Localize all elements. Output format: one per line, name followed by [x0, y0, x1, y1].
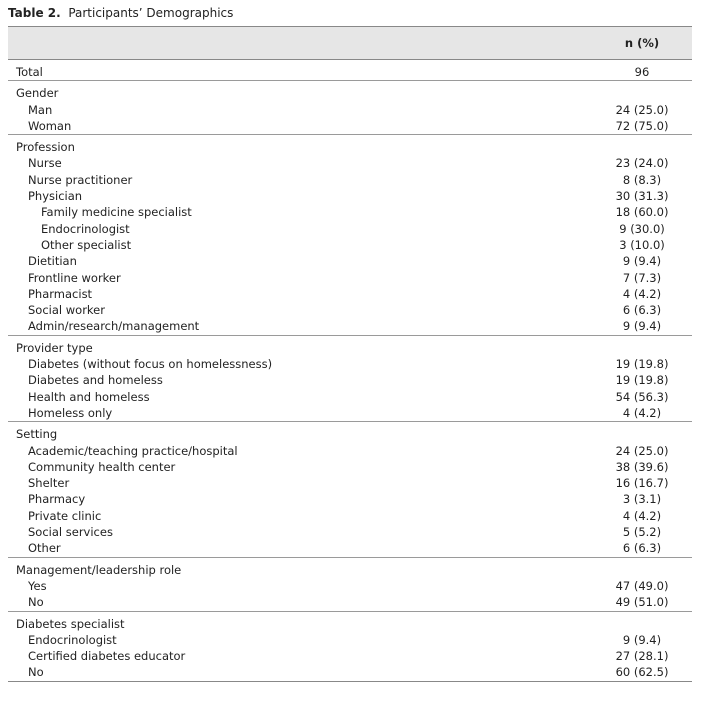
row-value [592, 562, 692, 578]
table-row [8, 508, 692, 524]
table-caption [8, 6, 233, 20]
row-value [592, 616, 692, 632]
row-value: 9 (30.0) [619, 221, 665, 236]
row-value: 30 (31.3) [615, 189, 669, 204]
table-row [8, 648, 692, 664]
table-row [8, 204, 692, 220]
table-row [8, 155, 692, 171]
row-value: 19 (19.8) [615, 373, 669, 388]
header-n-percent: n (%) [592, 27, 692, 60]
table-row [8, 318, 692, 335]
row-value: 4 (4.2) [592, 405, 692, 422]
table-title: Participants’ Demographics [68, 6, 234, 20]
row-label: Dietitian [28, 254, 77, 269]
table-row [8, 372, 692, 388]
row-label: Management/leadership role [16, 562, 182, 577]
row-value: 38 (39.6) [615, 459, 669, 474]
row-value: 8 (8.3) [622, 172, 662, 187]
row-label: Setting [16, 427, 58, 442]
row-label: Physician [28, 189, 83, 204]
section-heading-row [8, 139, 692, 155]
row-label: Other specialist [41, 237, 132, 252]
row-value: 4 (4.2) [622, 508, 662, 523]
row-label: Family medicine specialist [41, 205, 192, 220]
row-value: 3 (10.0) [619, 237, 665, 252]
table-row [8, 253, 692, 269]
row-label: Nurse [28, 156, 62, 171]
table-row [8, 664, 692, 681]
row-value: 60 (62.5) [592, 664, 692, 681]
table-row [8, 491, 692, 507]
section-heading-row [8, 340, 692, 356]
row-value: 24 (25.0) [615, 443, 669, 458]
row-label: Endocrinologist [41, 221, 130, 236]
section-heading-row [8, 64, 692, 81]
row-label: Other [8, 540, 592, 557]
table-row [8, 356, 692, 372]
row-label: Gender [16, 86, 59, 101]
row-value: 7 (7.3) [622, 270, 662, 285]
row-label: Certified diabetes educator [28, 649, 186, 664]
row-value: 47 (49.0) [615, 578, 669, 593]
row-value: 4 (4.2) [622, 286, 662, 301]
row-label: Pharmacy [28, 492, 86, 507]
row-label: Man [28, 102, 53, 117]
table-row [8, 188, 692, 204]
row-value [592, 139, 692, 155]
table-row [8, 221, 692, 237]
row-label: Pharmacist [28, 286, 93, 301]
table-header-row [8, 27, 692, 60]
row-label: Endocrinologist [28, 632, 117, 647]
row-value: 9 (9.4) [622, 632, 662, 647]
row-label: Community health center [28, 459, 176, 474]
table-row [8, 475, 692, 491]
table-row [8, 118, 692, 135]
row-value: 54 (56.3) [615, 389, 669, 404]
row-label: Yes [28, 578, 47, 593]
row-value: 23 (24.0) [615, 156, 669, 171]
table-row [8, 270, 692, 286]
row-value: 72 (75.0) [592, 118, 692, 135]
table-row [8, 443, 692, 459]
section-heading-row [8, 426, 692, 442]
row-label: Woman [8, 118, 592, 135]
table-row [8, 389, 692, 405]
row-value: 27 (28.1) [615, 649, 669, 664]
row-label: No [8, 594, 592, 611]
section-heading-row [8, 562, 692, 578]
row-value: 9 (9.4) [592, 318, 692, 335]
row-value: 19 (19.8) [615, 357, 669, 372]
row-label: Shelter [28, 476, 70, 491]
row-value [592, 426, 692, 442]
demographics-table [8, 26, 692, 682]
row-label: Admin/research/management [8, 318, 592, 335]
table-row [8, 405, 692, 422]
row-value: 6 (6.3) [622, 303, 662, 318]
row-value: 18 (60.0) [615, 205, 669, 220]
row-value: 5 (5.2) [622, 525, 662, 540]
table-row [8, 237, 692, 253]
row-label: Nurse practitioner [28, 172, 133, 187]
row-label: Diabetes (without focus on homelessness) [28, 357, 273, 372]
table-row [8, 459, 692, 475]
row-label: Provider type [16, 340, 93, 355]
table-row [8, 172, 692, 188]
row-value [592, 340, 692, 356]
row-value [592, 85, 692, 101]
row-label: Private clinic [28, 508, 102, 523]
table-row [8, 632, 692, 648]
row-label: Academic/teaching practice/hospital [28, 443, 238, 458]
row-label: Profession [16, 140, 75, 155]
row-value: 16 (16.7) [615, 476, 669, 491]
row-label: Diabetes and homeless [28, 373, 163, 388]
row-label: No [8, 664, 592, 681]
row-label: Homeless only [8, 405, 592, 422]
header-characteristic [8, 27, 592, 60]
table-row [8, 578, 692, 594]
section-heading-row [8, 616, 692, 632]
row-label: Total [8, 64, 592, 81]
table-row [8, 540, 692, 557]
table-number: Table 2. [8, 6, 61, 20]
row-value: 96 [592, 64, 692, 81]
row-label: Diabetes specialist [16, 616, 125, 631]
row-value: 49 (51.0) [592, 594, 692, 611]
table-row [8, 302, 692, 318]
table-body [8, 60, 692, 682]
section-heading-row [8, 85, 692, 101]
table-row [8, 286, 692, 302]
table-row [8, 102, 692, 118]
table-row [8, 594, 692, 611]
row-label: Health and homeless [28, 389, 150, 404]
row-label: Social services [28, 525, 113, 540]
row-value: 3 (3.1) [622, 492, 662, 507]
row-label: Frontline worker [28, 270, 121, 285]
row-value: 6 (6.3) [592, 540, 692, 557]
row-label: Social worker [28, 303, 105, 318]
row-value: 24 (25.0) [615, 102, 669, 117]
table-row [8, 524, 692, 540]
row-value: 9 (9.4) [622, 254, 662, 269]
